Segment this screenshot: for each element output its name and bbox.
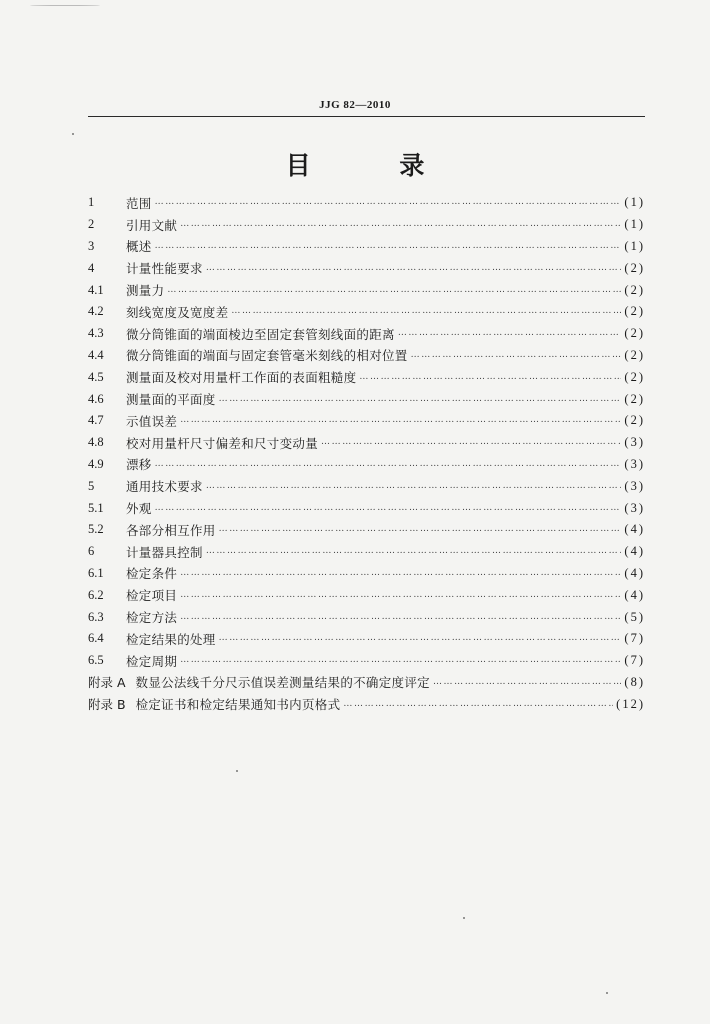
toc-entry-label: 检定方法 (126, 610, 178, 626)
toc-entry-label: 引用文献 (126, 217, 178, 233)
toc-entry-page: (1) (624, 217, 645, 232)
toc-entry (88, 672, 645, 694)
toc-entry-page: (4) (624, 544, 645, 559)
toc-entry (88, 366, 645, 388)
toc-entry-number: 2 (88, 217, 95, 232)
toc-entry-page: (3) (624, 500, 645, 515)
toc-entry (88, 475, 645, 497)
toc-leader-dots (398, 329, 622, 338)
toc-leader-dots (343, 700, 613, 709)
toc-entry-number: 4.6 (88, 391, 104, 406)
toc-entry-label: 刻线宽度及宽度差 (126, 304, 229, 320)
toc-entry-label: 检定项目 (126, 588, 178, 604)
toc-entry (88, 410, 645, 432)
toc-entry-label: 数显公法线千分尺示值误差测量结果的不确定度评定 (135, 675, 430, 691)
toc-entry-page: (2) (624, 304, 645, 319)
toc-entry-label: 检定证书和检定结果通知书内页格式 (135, 697, 341, 713)
toc-entry-number: 4.4 (88, 347, 104, 362)
toc-entry-page: (1) (624, 238, 645, 253)
toc-entry-number: 4.3 (88, 326, 104, 341)
toc-entry-label: 测量面的平面度 (126, 392, 216, 408)
toc-leader-dots (359, 373, 621, 382)
toc-leader-dots (180, 591, 621, 600)
toc-entry (88, 345, 645, 367)
toc-entry-label: 检定周期 (126, 653, 178, 669)
toc-entry-number: 4.8 (88, 435, 104, 450)
toc-entry-label: 微分筒锥面的端面与固定套管毫米刻线的相对位置 (126, 348, 408, 364)
toc-entry (88, 584, 645, 606)
toc-entry-number: 附录 A (88, 675, 126, 691)
toc-leader-dots (155, 460, 622, 469)
toc-entry-page: (5) (624, 609, 645, 624)
toc-entry-page: (7) (624, 653, 645, 668)
toc-entry (88, 192, 645, 214)
scan-speck (236, 770, 238, 772)
toc-entry-number: 附录 B (88, 697, 126, 713)
toc-entry-page: (4) (624, 565, 645, 580)
toc-entry-number: 6.2 (88, 587, 104, 602)
page-title: 目 录 (285, 151, 465, 180)
toc-entry (88, 301, 645, 323)
toc-entry-label: 计量性能要求 (126, 261, 203, 277)
header-rule (88, 116, 645, 117)
toc-entry (88, 519, 645, 541)
scan-speck (606, 992, 608, 994)
toc-entry-page: (2) (624, 369, 645, 384)
toc-entry-page: (2) (624, 347, 645, 362)
toc-entry-page: (4) (624, 587, 645, 602)
toc-entry-label: 测量面及校对用量杆工作面的表面粗糙度 (126, 370, 357, 386)
toc-entry-number: 6.4 (88, 631, 104, 646)
toc-entry-label: 示值误差 (126, 413, 178, 429)
toc-leader-dots (180, 220, 621, 229)
scan-speck (463, 917, 465, 919)
toc-leader-dots (219, 525, 622, 534)
toc-entry-number: 5.1 (88, 500, 104, 515)
toc-leader-dots (219, 634, 622, 643)
toc-leader-dots (180, 656, 621, 665)
toc-entry-page: (1) (624, 195, 645, 210)
toc-leader-dots (180, 416, 621, 425)
toc-entry-number: 5.2 (88, 522, 104, 537)
toc-entry (88, 214, 645, 236)
toc-entry-number: 6.3 (88, 609, 104, 624)
toc-entry-page: (2) (624, 282, 645, 297)
toc-entry-number: 4 (88, 260, 95, 275)
toc-entry-label: 检定结果的处理 (126, 631, 216, 647)
toc-entry-page: (7) (624, 631, 645, 646)
toc-entry-page: (4) (624, 522, 645, 537)
toc-entry-number: 1 (88, 195, 95, 210)
toc-entry-number: 6 (88, 544, 95, 559)
toc-entry-page: (3) (624, 435, 645, 450)
toc-entry-number: 4.1 (88, 282, 104, 297)
toc-entry (88, 388, 645, 410)
toc-entry-page: (2) (624, 326, 645, 341)
toc-entry-page: (12) (616, 696, 645, 711)
toc-entry-label: 检定条件 (126, 566, 178, 582)
toc-leader-dots (155, 504, 622, 513)
standard-code-header: JJG 82—2010 (319, 99, 391, 111)
toc-entry-label: 校对用量杆尺寸偏差和尺寸变动量 (126, 435, 319, 451)
toc-leader-dots (155, 242, 622, 251)
scan-speck (72, 133, 74, 135)
toc-entry (88, 563, 645, 585)
scan-speck (30, 5, 100, 6)
toc-leader-dots (155, 198, 622, 207)
toc-leader-dots (206, 482, 622, 491)
toc-entry-number: 4.9 (88, 456, 104, 471)
toc-entry (88, 628, 645, 650)
toc-entry (88, 236, 645, 258)
toc-entry-label: 微分筒锥面的端面棱边至固定套管刻线面的距离 (126, 326, 395, 342)
toc-entry-label: 各部分相互作用 (126, 522, 216, 538)
toc-leader-dots (433, 678, 621, 687)
toc-entry (88, 606, 645, 628)
toc-leader-dots (219, 395, 622, 404)
toc-entry-page: (2) (624, 391, 645, 406)
toc-entry-number: 3 (88, 238, 95, 253)
toc-entry-number: 4.5 (88, 369, 104, 384)
toc-entry-label: 计量器具控制 (126, 544, 203, 560)
toc-leader-dots (180, 569, 621, 578)
toc-entry (88, 279, 645, 301)
toc-entry-label: 范围 (126, 195, 152, 211)
toc-entry-number: 4.7 (88, 413, 104, 428)
toc-entry-label: 外观 (126, 501, 152, 517)
toc-leader-dots (180, 613, 621, 622)
toc-entry-page: (2) (624, 413, 645, 428)
toc-entry-number: 5 (88, 478, 95, 493)
toc-entry-page: (3) (624, 478, 645, 493)
toc-entry (88, 693, 645, 715)
table-of-contents (88, 192, 645, 715)
toc-entry (88, 323, 645, 345)
toc-entry-page: (3) (624, 456, 645, 471)
toc-entry-number: 4.2 (88, 304, 104, 319)
toc-entry-number: 6.1 (88, 565, 104, 580)
toc-entry-label: 漂移 (126, 457, 152, 473)
toc-leader-dots (231, 307, 621, 316)
toc-entry-label: 概述 (126, 239, 152, 255)
toc-entry-number: 6.5 (88, 653, 104, 668)
toc-entry (88, 650, 645, 672)
toc-leader-dots (321, 438, 621, 447)
toc-entry (88, 432, 645, 454)
toc-entry (88, 257, 645, 279)
toc-entry (88, 454, 645, 476)
toc-entry-label: 通用技术要求 (126, 479, 203, 495)
toc-leader-dots (411, 351, 622, 360)
toc-leader-dots (206, 547, 622, 556)
toc-entry (88, 541, 645, 563)
toc-leader-dots (206, 264, 622, 273)
toc-entry (88, 497, 645, 519)
toc-entry-page: (2) (624, 260, 645, 275)
toc-leader-dots (167, 286, 621, 295)
toc-entry-page: (8) (624, 674, 645, 689)
toc-entry-label: 测量力 (126, 283, 165, 299)
